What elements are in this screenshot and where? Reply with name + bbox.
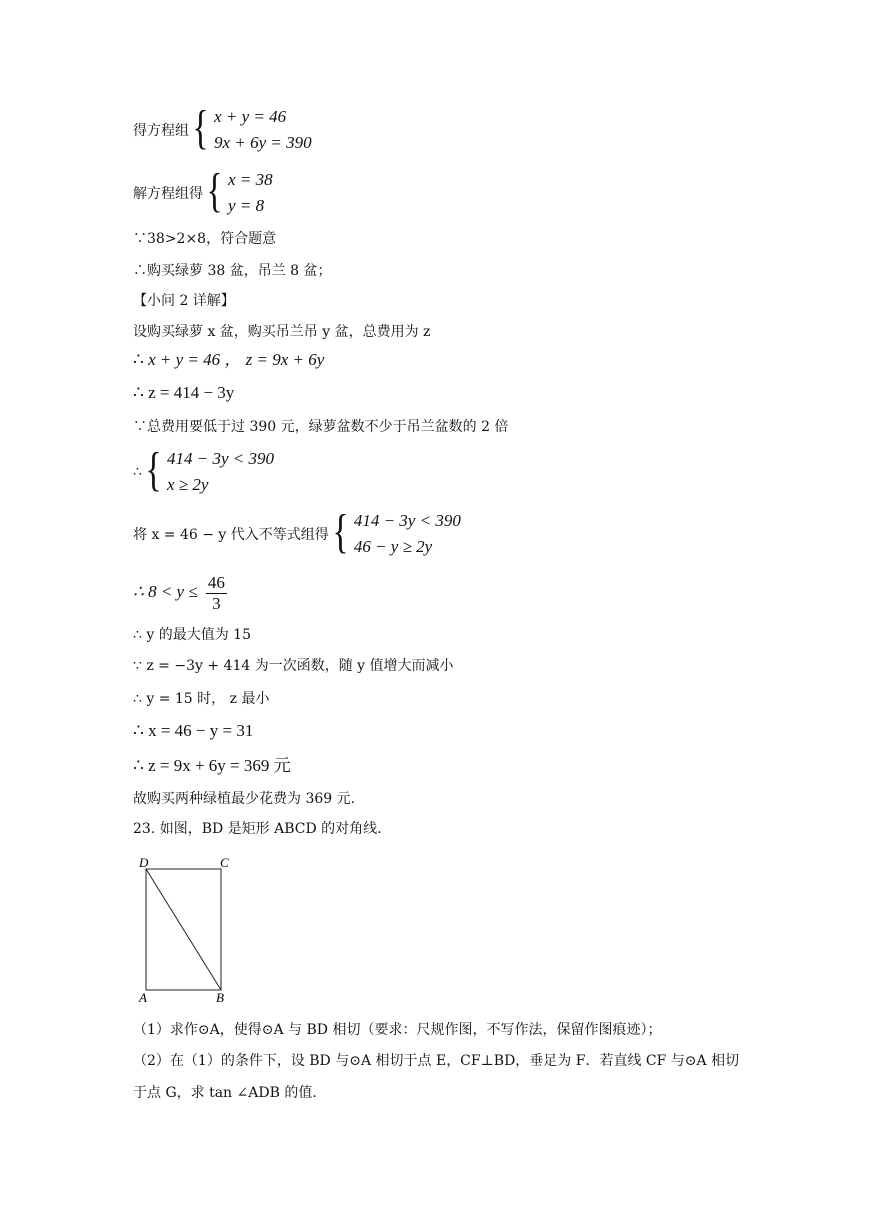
equation-7: x + y = 46 ， z = 9x + 6y — [148, 350, 325, 369]
equation-system-2 — [133, 164, 273, 219]
left-brace-icon: { — [192, 101, 209, 154]
text-line-14: ∵ z = −3y + 414 为一次函数，随 y 值增大而减小 — [133, 658, 454, 674]
text-line-9: ∵总费用要低于过 390 元，绿萝盆数不少于吊兰盆数的 2 倍 — [133, 419, 509, 435]
section-heading: 【小问 2 详解】 — [133, 293, 235, 309]
text-line-17: ∴ z = 9x + 6y = 369 元 — [133, 756, 291, 775]
text-line-16: ∴ x = 46 − y = 31 — [133, 721, 254, 740]
label-d: D — [139, 855, 149, 870]
fraction — [206, 573, 227, 614]
text-line-18: 故购买两种绿植最少花费为 369 元. — [133, 791, 356, 807]
diagonal-bd — [146, 869, 221, 990]
left-brace-icon: { — [145, 443, 162, 496]
inequality-2-prefix: 将 x = 46 − y 代入不等式组得 — [133, 527, 329, 543]
system-2-prefix: 解方程组得 — [133, 186, 203, 202]
inequality-1-eq1: 414 − 3y < 390 — [166, 449, 274, 468]
question-23-part-2-cont: 于点 G，求 tan ∠ADB 的值. — [133, 1085, 317, 1101]
text-line-12 — [133, 572, 227, 614]
text-line-8: ∴ z = 414 − 3y — [133, 383, 235, 402]
system-1-prefix: 得方程组 — [133, 123, 189, 139]
inequality-system-1 — [133, 443, 274, 498]
text-line-6: 设购买绿萝 x 盆，购买吊兰吊 y 盆，总费用为 z — [133, 324, 431, 340]
left-brace-icon: { — [332, 505, 349, 558]
question-23-part-1: （1）求作⊙A，使得⊙A 与 BD 相切（要求：尺规作图，不写作法，保留作图痕迹）； — [133, 1022, 662, 1038]
inequality-2-eq2: 46 − y ≥ 2y — [353, 537, 433, 556]
rectangle-figure — [136, 855, 236, 1009]
inequality-1-eq2: x ≥ 2y — [166, 475, 209, 494]
left-brace-icon: { — [206, 164, 223, 217]
system-2-eq1: x = 38 — [228, 170, 273, 189]
question-23-part-2: （2）在（1）的条件下，设 BD 与⊙A 相切于点 E，CF⊥BD，垂足为 F．若直线 CF 与⊙A 相切 — [133, 1053, 740, 1069]
inequality-system-2 — [133, 505, 461, 560]
text-line-13: ∴ y 的最大值为 15 — [133, 627, 251, 643]
text-line-7 — [133, 350, 324, 370]
fraction-denominator: 3 — [212, 593, 221, 613]
inequality-2-eq1: 414 − 3y < 390 — [353, 511, 461, 530]
text-line-3: ∵38>2×8，符合题意 — [133, 231, 277, 247]
label-a: A — [139, 990, 147, 1005]
text-line-15: ∴ y = 15 时， z 最小 — [133, 691, 270, 707]
range-text: ∴ 8 < y ≤ — [133, 582, 198, 601]
system-2-eq2: y = 8 — [228, 196, 265, 215]
rectangle-diagram — [136, 855, 236, 1005]
system-1-eq2: 9x + 6y = 390 — [214, 133, 312, 152]
text-line-4: ∴购买绿萝 38 盆，吊兰 8 盆； — [133, 263, 332, 279]
question-23-title: 23. 如图，BD 是矩形 ABCD 的对角线. — [133, 821, 382, 837]
system-1-eq1: x + y = 46 — [214, 107, 287, 126]
therefore-symbol: ∴ — [133, 350, 149, 369]
label-b: B — [216, 990, 224, 1005]
inequality-1-prefix: ∴ — [133, 464, 142, 480]
fraction-numerator: 46 — [207, 572, 225, 592]
equation-system-1 — [133, 101, 312, 156]
label-c: C — [220, 855, 229, 870]
